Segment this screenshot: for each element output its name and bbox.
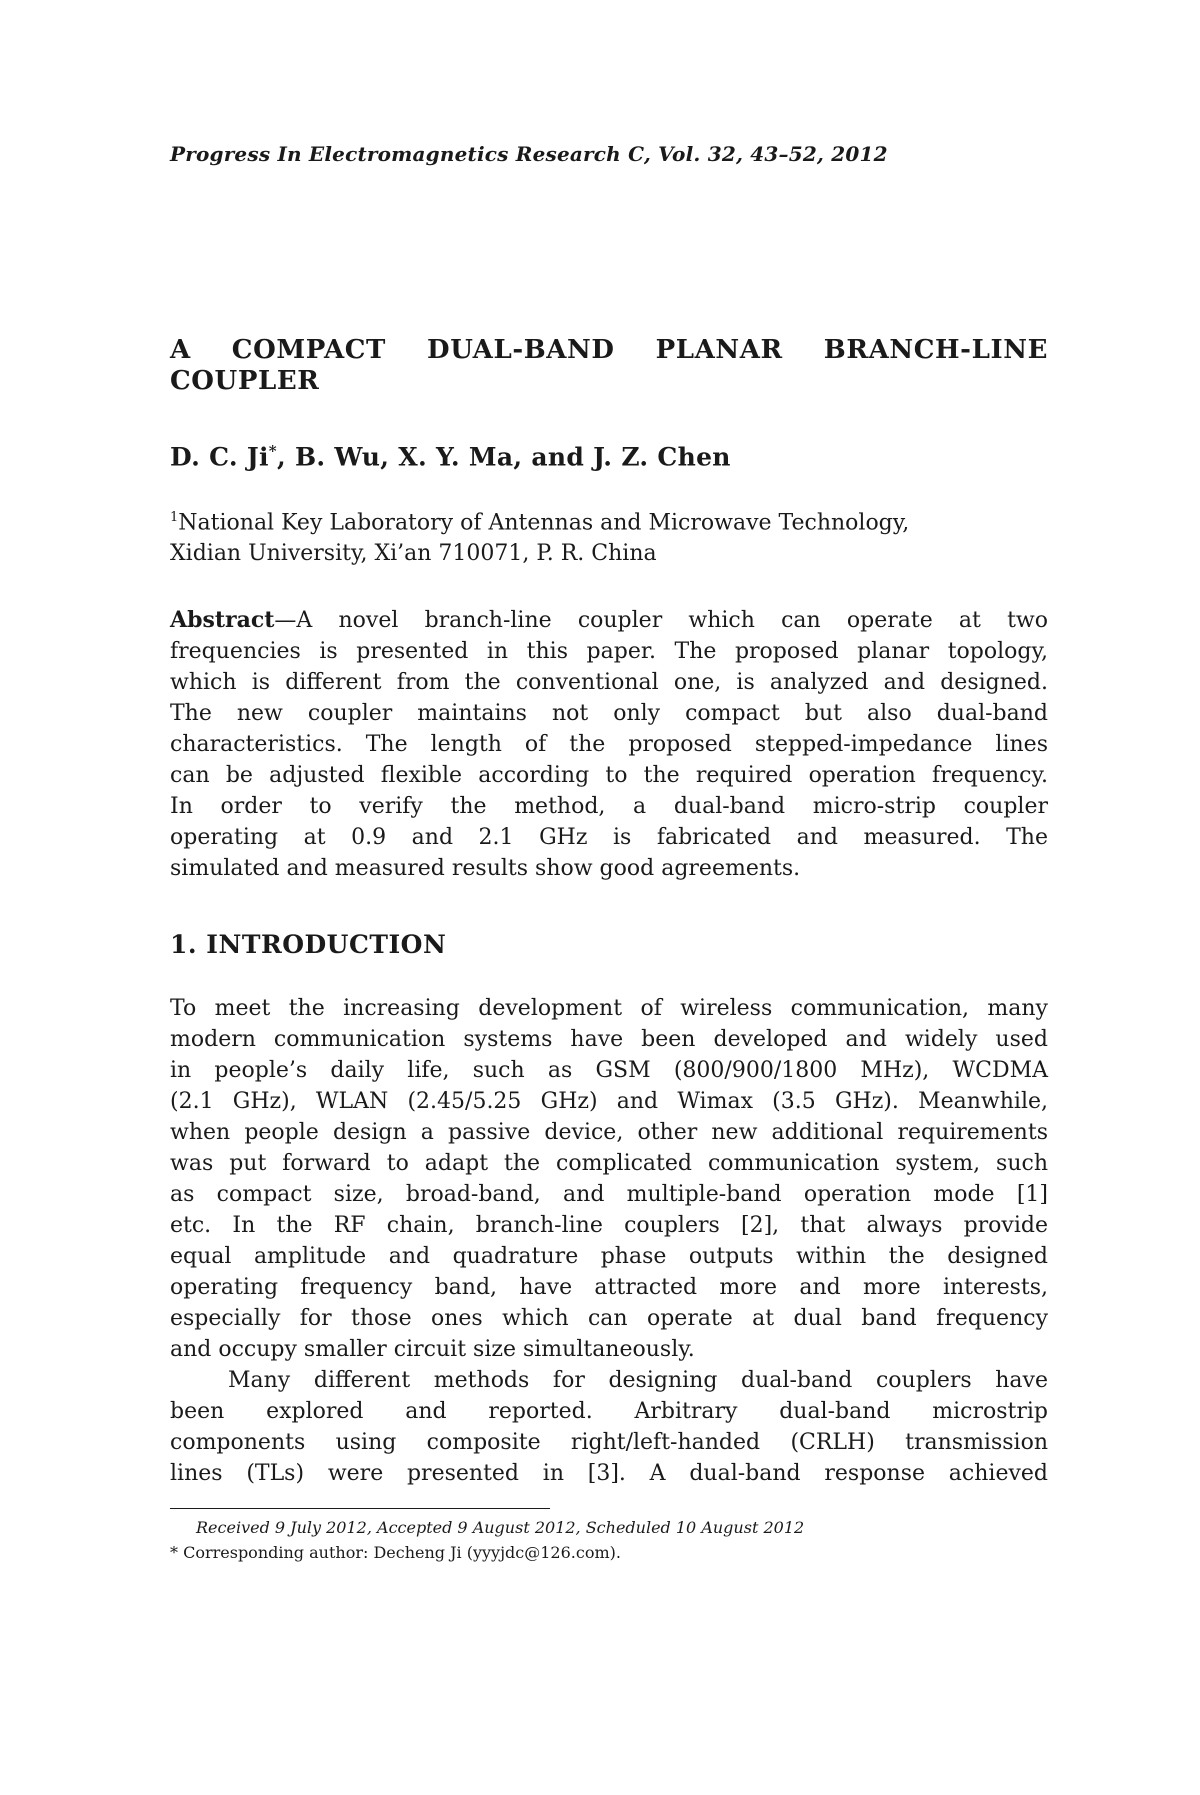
abstract-line: In order to verify the method, a dual-band micro-strip coupler [170, 794, 1048, 819]
body-line: in people’s daily life, such as GSM (800/900/1800 MHz), WCDMA [170, 1058, 1048, 1083]
abstract-line: characteristics. The length of the proposed stepped-impedance lines [170, 732, 1048, 757]
body-line: (2.1 GHz), WLAN (2.45/5.25 GHz) and Wimax (3.5 GHz). Meanwhile, [170, 1089, 1048, 1114]
abstract-line: The new coupler maintains not only compact but also dual-band [170, 701, 1048, 726]
body-line: especially for those ones which can operate at dual band frequency [170, 1306, 1048, 1331]
introduction-body [170, 993, 1048, 1489]
paper-title [170, 333, 1048, 398]
body-line: as compact size, broad-band, and multiple-band operation mode [1] [170, 1182, 1048, 1207]
body-line: been explored and reported. Arbitrary dual-band microstrip [170, 1399, 1048, 1424]
journal-header: Progress In Electromagnetics Research C, Vol. 32, 43–52, 2012 [170, 142, 888, 166]
abstract [170, 605, 1048, 884]
body-line: To meet the increasing development of wireless communication, many [170, 996, 1048, 1021]
body-line: etc. In the RF chain, branch-line couplers [2], that always provide [170, 1213, 1048, 1238]
body-line: components using composite right/left-handed (CRLH) transmission [170, 1430, 1048, 1455]
abstract-dash: — [274, 608, 297, 633]
affiliation-line: National Key Laboratory of Antennas and Microwave Technology, [178, 510, 910, 536]
received-dates: Received 9 July 2012, Accepted 9 August 2012, Scheduled 10 August 2012 [196, 1518, 805, 1537]
abstract-line: frequencies is presented in this paper. The proposed planar topology, [170, 639, 1048, 664]
body-line: lines (TLs) were presented in [3]. A dual-band response achieved [170, 1461, 1048, 1486]
body-line: operating frequency band, have attracted more and more interests, [170, 1275, 1048, 1300]
affiliation-line: Xidian University, Xi’an 710071, P. R. China [170, 541, 657, 567]
body-line: Many different methods for designing dual-band couplers have [228, 1368, 1048, 1393]
body-line: modern communication systems have been developed and widely used [170, 1027, 1048, 1052]
affiliation-mark: 1 [170, 510, 179, 525]
author-rest: , B. Wu, X. Y. Ma, and J. Z. Chen [276, 442, 731, 472]
affiliation [170, 502, 1048, 569]
author-list [170, 442, 1048, 471]
abstract-label: Abstract [170, 607, 275, 633]
abstract-line: can be adjusted flexible according to the required operation frequency. [170, 763, 1048, 788]
footnote-rule [170, 1508, 550, 1509]
abstract-line: which is different from the conventional one, is analyzed and designed. [170, 670, 1048, 695]
title-line: A COMPACT DUAL-BAND PLANAR BRANCH-LINE [170, 335, 1048, 365]
author-first: D. C. Ji [170, 442, 269, 472]
body-line: was put forward to adapt the complicated communication system, such [170, 1151, 1048, 1176]
body-line: and occupy smaller circuit size simultaneously. [170, 1337, 695, 1362]
body-line: when people design a passive device, other new additional requirements [170, 1120, 1048, 1145]
section-heading: 1. INTRODUCTION [170, 930, 447, 959]
abstract-line: operating at 0.9 and 2.1 GHz is fabricated and measured. The [170, 825, 1048, 850]
corresponding-mark: * [268, 442, 277, 460]
body-line: equal amplitude and quadrature phase outputs within the designed [170, 1244, 1048, 1269]
abstract-line: simulated and measured results show good agreements. [170, 856, 801, 881]
title-line: COUPLER [170, 366, 320, 396]
abstract-line [170, 605, 1048, 636]
abstract-text: A novel branch-line coupler which can operate at two [296, 608, 1048, 633]
corresponding-author-note: * Corresponding author: Decheng Ji (yyyjdc@126.com). [170, 1543, 621, 1562]
